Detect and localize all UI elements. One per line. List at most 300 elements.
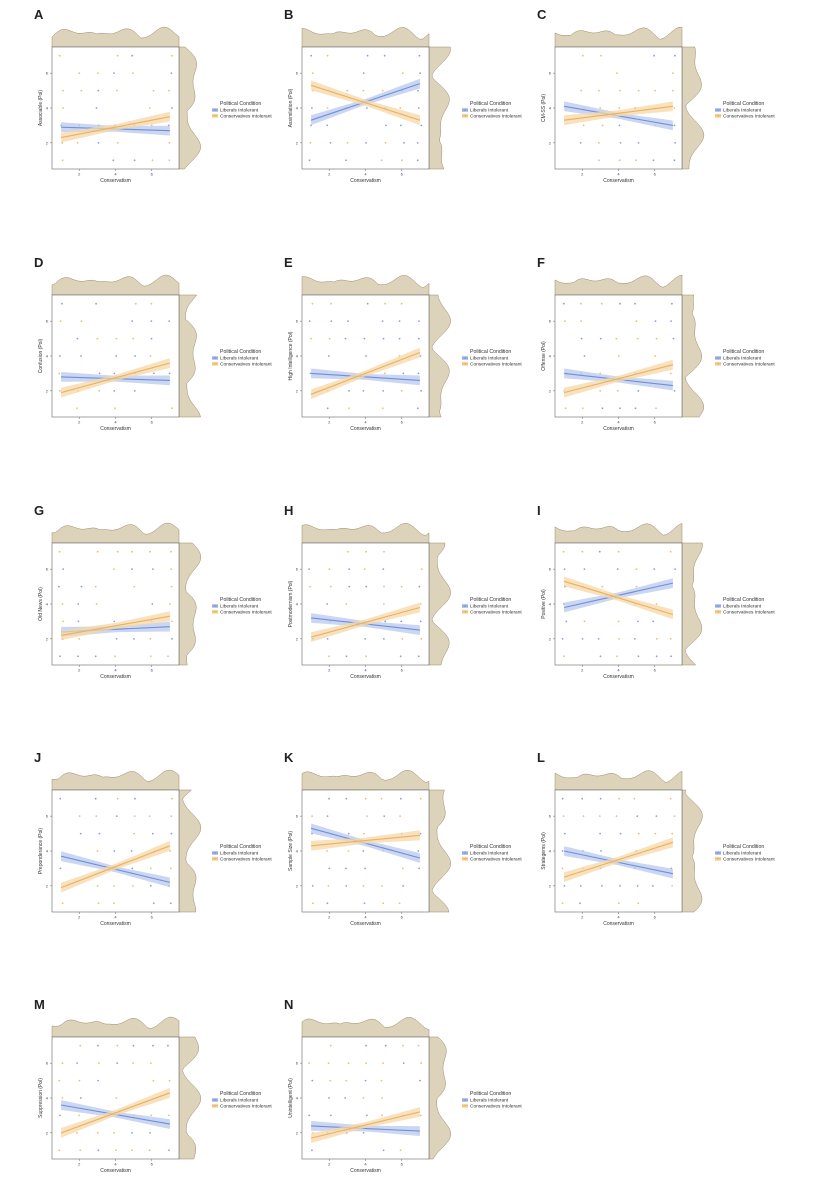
scatter-point: [59, 655, 61, 657]
panel-letter: D: [34, 255, 44, 270]
scatter-point: [97, 551, 99, 553]
scatter-point: [579, 902, 581, 904]
scatter-point: [618, 902, 620, 904]
scatter-point: [580, 303, 582, 305]
scatter-point: [420, 621, 422, 623]
scatter-point: [365, 1080, 367, 1082]
scatter-point: [619, 90, 621, 92]
scatter-point: [402, 373, 404, 375]
scatter-point: [133, 833, 135, 835]
y-axis-title: Offense (Pol): [541, 341, 547, 371]
scatter-point: [636, 586, 638, 588]
scatter-point: [367, 55, 369, 57]
scatter-point: [134, 159, 136, 161]
panel-letter: N: [284, 997, 294, 1012]
scatter-point: [653, 568, 655, 570]
scatter-point: [149, 107, 151, 109]
scatter-point: [400, 621, 402, 623]
legend-swatch-point: [214, 858, 216, 860]
scatter-point: [637, 338, 639, 340]
scatter-point: [153, 373, 155, 375]
scatter-point: [170, 551, 172, 553]
panel-letter: I: [537, 503, 541, 518]
scatter-point: [618, 107, 620, 109]
scatter-point: [348, 390, 350, 392]
legend-swatch-point: [214, 1099, 216, 1101]
scatter-point: [131, 850, 133, 852]
scatter-point: [418, 107, 420, 109]
x-tick-label: 2: [78, 667, 81, 673]
legend-swatch-point: [717, 363, 719, 365]
scatter-point: [131, 1149, 133, 1151]
scatter-point: [420, 125, 422, 127]
scatter-point: [348, 833, 350, 835]
scatter-point: [61, 303, 63, 305]
scatter-point: [312, 902, 314, 904]
legend-entry: Liberals Intolerant: [723, 851, 762, 857]
scatter-point: [58, 1080, 60, 1082]
legend-entry: Liberals Intolerant: [470, 851, 509, 857]
scatter-point: [152, 159, 154, 161]
y-tick-label: 6: [295, 318, 298, 324]
scatter-point: [583, 125, 585, 127]
x-axis-title: Conservatism: [603, 674, 634, 680]
top-marginal-density: [302, 523, 429, 543]
y-tick-label: 2: [295, 1130, 298, 1136]
scatter-point: [619, 159, 621, 161]
scatter-point: [421, 568, 423, 570]
scatter-point: [418, 868, 420, 870]
right-marginal-density: [179, 1037, 201, 1159]
legend-title: Political Condition: [220, 101, 262, 107]
legend-title: Political Condition: [723, 597, 765, 603]
scatter-point: [619, 125, 621, 127]
legend-swatch-point: [214, 357, 216, 359]
scatter-point: [131, 868, 133, 870]
scatter-point: [670, 373, 672, 375]
scatter-point: [79, 815, 81, 817]
panel-k: [284, 750, 522, 927]
scatter-point: [330, 586, 332, 588]
scatter-point: [348, 568, 350, 570]
scatter-point: [115, 1097, 117, 1099]
legend-title: Political Condition: [220, 1091, 262, 1097]
scatter-point: [383, 1149, 385, 1151]
scatter-point: [344, 1097, 346, 1099]
scatter-point: [399, 338, 401, 340]
scatter-point: [345, 1080, 347, 1082]
scatter-point: [169, 603, 171, 605]
x-tick-label: 2: [581, 171, 584, 177]
scatter-point: [60, 868, 62, 870]
legend-title: Political Condition: [470, 101, 512, 107]
scatter-point: [563, 303, 565, 305]
legend-title: Political Condition: [470, 1091, 512, 1097]
scatter-point: [616, 72, 618, 74]
scatter-point: [634, 798, 636, 800]
scatter-point: [134, 815, 136, 817]
y-tick-label: 4: [548, 848, 551, 854]
scatter-point: [59, 355, 61, 357]
scatter-point: [600, 798, 602, 800]
scatter-point: [365, 586, 367, 588]
scatter-point: [363, 1097, 365, 1099]
scatter-point: [419, 586, 421, 588]
scatter-point: [581, 338, 583, 340]
x-tick-label: 6: [400, 419, 403, 425]
scatter-point: [601, 586, 603, 588]
scatter-point: [309, 159, 311, 161]
scatter-point: [78, 638, 80, 640]
legend-swatch-point: [464, 605, 466, 607]
x-axis-title: Conservatism: [100, 674, 131, 680]
scatter-point: [671, 303, 673, 305]
scatter-point: [363, 833, 365, 835]
scatter-point: [133, 586, 135, 588]
right-marginal-density: [179, 295, 201, 417]
top-marginal-density: [52, 275, 179, 295]
scatter-point: [382, 390, 384, 392]
scatter-point: [98, 902, 100, 904]
x-tick-label: 2: [78, 1161, 81, 1167]
scatter-point: [133, 638, 135, 640]
scatter-point: [77, 338, 79, 340]
y-tick-label: 2: [45, 388, 48, 394]
scatter-point: [637, 621, 639, 623]
x-tick-label: 6: [150, 667, 153, 673]
scatter-point: [401, 586, 403, 588]
scatter-point: [562, 902, 564, 904]
x-tick-label: 4: [114, 667, 117, 673]
x-axis-title: Conservatism: [350, 1168, 381, 1174]
scatter-point: [168, 1115, 170, 1117]
legend-entry: Liberals Intolerant: [220, 108, 259, 114]
legend-entry: Liberals Intolerant: [220, 1098, 259, 1104]
legend-entry: Liberals Intolerant: [470, 1098, 509, 1104]
x-tick-label: 6: [400, 1161, 403, 1167]
scatter-point: [311, 815, 313, 817]
plot-area: [52, 47, 179, 169]
scatter-point: [385, 142, 387, 144]
top-marginal-density: [52, 27, 179, 47]
x-axis-title: Conservatism: [100, 1168, 131, 1174]
y-tick-label: 2: [45, 1130, 48, 1136]
panel-d: [34, 255, 272, 432]
legend-entry: Conservatives Intolerant: [220, 362, 272, 368]
scatter-point: [670, 320, 672, 322]
scatter-point: [76, 1132, 78, 1134]
x-tick-label: 2: [581, 914, 584, 920]
scatter-point: [327, 107, 329, 109]
y-axis-title: Assimilation (Pol): [288, 88, 294, 128]
x-axis-title: Conservatism: [603, 921, 634, 927]
legend-entry: Conservatives Intolerant: [470, 610, 522, 616]
y-axis-title: Old News (Pol): [38, 587, 44, 621]
scatter-point: [134, 798, 136, 800]
y-tick-label: 2: [295, 140, 298, 146]
legend-swatch-point: [214, 852, 216, 854]
y-tick-label: 2: [548, 140, 551, 146]
scatter-point: [382, 320, 384, 322]
y-tick-label: 2: [548, 883, 551, 889]
right-marginal-density: [682, 47, 704, 169]
scatter-point: [347, 551, 349, 553]
scatter-point: [311, 107, 313, 109]
scatter-point: [97, 1045, 99, 1047]
right-marginal-density: [682, 295, 704, 417]
scatter-point: [671, 885, 673, 887]
legend: [715, 101, 775, 119]
scatter-point: [96, 338, 98, 340]
scatter-point: [618, 638, 620, 640]
legend-title: Political Condition: [723, 349, 765, 355]
scatter-point: [366, 815, 368, 817]
panel-e: [284, 255, 522, 432]
scatter-point: [150, 355, 152, 357]
scatter-point: [112, 159, 114, 161]
legend-title: Political Condition: [470, 844, 512, 850]
scatter-point: [654, 355, 656, 357]
scatter-point: [330, 303, 332, 305]
legend-entry: Liberals Intolerant: [220, 851, 259, 857]
y-axis-title: Postmodernism (Pol): [288, 580, 294, 628]
panel-letter: J: [34, 750, 42, 765]
scatter-point: [117, 798, 119, 800]
right-marginal-density: [179, 790, 201, 912]
scatter-point: [98, 1062, 100, 1064]
scatter-point: [97, 1132, 99, 1134]
legend-swatch-point: [464, 109, 466, 111]
y-tick-label: 4: [295, 105, 298, 111]
legend-title: Political Condition: [220, 349, 262, 355]
y-tick-label: 2: [548, 636, 551, 642]
scatter-point: [364, 568, 366, 570]
legend-title: Political Condition: [470, 597, 512, 603]
y-tick-label: 6: [45, 1060, 48, 1066]
legend-title: Political Condition: [723, 101, 765, 107]
y-axis-title: Unintelligent (Pol): [288, 1078, 294, 1118]
x-tick-label: 4: [617, 914, 620, 920]
top-marginal-density: [555, 27, 682, 47]
scatter-point: [79, 1149, 81, 1151]
scatter-point: [59, 798, 61, 800]
y-tick-label: 2: [45, 883, 48, 889]
panel-letter: E: [284, 255, 293, 270]
x-tick-label: 4: [114, 914, 117, 920]
scatter-point: [637, 390, 639, 392]
scatter-point: [169, 1080, 171, 1082]
scatter-point: [362, 850, 364, 852]
scatter-point: [672, 90, 674, 92]
x-tick-label: 6: [653, 171, 656, 177]
x-tick-label: 6: [653, 914, 656, 920]
scatter-point: [417, 159, 419, 161]
scatter-point: [363, 1132, 365, 1134]
scatter-point: [97, 90, 99, 92]
scatter-point: [598, 159, 600, 161]
right-marginal-density: [429, 47, 451, 169]
scatter-point: [638, 833, 640, 835]
y-tick-label: 6: [548, 318, 551, 324]
x-tick-label: 4: [617, 171, 620, 177]
scatter-point: [617, 568, 619, 570]
scatter-point: [635, 568, 637, 570]
scatter-point: [564, 833, 566, 835]
scatter-point: [62, 621, 64, 623]
scatter-point: [652, 885, 654, 887]
top-marginal-density: [52, 770, 179, 790]
scatter-point: [419, 72, 421, 74]
scatter-point: [117, 142, 119, 144]
scatter-point: [363, 885, 365, 887]
scatter-point: [602, 125, 604, 127]
legend-title: Political Condition: [723, 844, 765, 850]
scatter-point: [417, 142, 419, 144]
x-tick-label: 2: [328, 667, 331, 673]
scatter-point: [382, 568, 384, 570]
legend-entry: Liberals Intolerant: [723, 604, 762, 610]
scatter-point: [671, 833, 673, 835]
legend-title: Political Condition: [220, 844, 262, 850]
scatter-point: [98, 142, 100, 144]
x-tick-label: 6: [653, 419, 656, 425]
scatter-point: [363, 390, 365, 392]
scatter-point: [672, 72, 674, 74]
scatter-point: [562, 798, 564, 800]
y-tick-label: 6: [295, 566, 298, 572]
scatter-point: [400, 655, 402, 657]
scatter-point: [403, 142, 405, 144]
panel-letter: A: [34, 7, 44, 22]
scatter-point: [653, 55, 655, 57]
scatter-point: [171, 798, 173, 800]
scatter-point: [670, 798, 672, 800]
x-tick-label: 2: [581, 667, 584, 673]
scatter-point: [330, 142, 332, 144]
scatter-point: [366, 1115, 368, 1117]
y-tick-label: 2: [45, 636, 48, 642]
plot-area: [52, 543, 179, 665]
scatter-point: [400, 798, 402, 800]
scatter-point: [149, 1149, 151, 1151]
scatter-point: [59, 551, 61, 553]
scatter-point: [149, 1132, 151, 1134]
scatter-point: [150, 885, 152, 887]
scatter-point: [77, 142, 79, 144]
right-marginal-density: [179, 47, 201, 169]
y-tick-label: 4: [548, 353, 551, 359]
scatter-point: [656, 603, 658, 605]
panel-m: [34, 997, 272, 1174]
panel-b: [284, 7, 522, 184]
scatter-point: [167, 655, 169, 657]
scatter-point: [656, 815, 658, 817]
legend-entry: Conservatives Intolerant: [723, 114, 775, 120]
scatter-point: [96, 107, 98, 109]
scatter-point: [152, 568, 154, 570]
legend-entry: Conservatives Intolerant: [723, 857, 775, 863]
y-tick-label: 6: [45, 566, 48, 572]
scatter-point: [562, 850, 564, 852]
scatter-point: [115, 1149, 117, 1151]
legend-swatch-point: [214, 605, 216, 607]
scatter-point: [95, 798, 97, 800]
scatter-point: [401, 390, 403, 392]
scatter-point: [168, 320, 170, 322]
top-marginal-density: [302, 1017, 429, 1037]
scatter-point: [345, 338, 347, 340]
x-tick-label: 4: [114, 171, 117, 177]
legend-entry: Liberals Intolerant: [723, 356, 762, 362]
scatter-point: [367, 303, 369, 305]
scatter-point: [97, 72, 99, 74]
legend-entry: Conservatives Intolerant: [220, 1104, 272, 1110]
scatter-point: [635, 159, 637, 161]
scatter-point: [113, 885, 115, 887]
y-tick-label: 4: [295, 1095, 298, 1101]
legend-swatch-point: [717, 611, 719, 613]
scatter-point: [383, 815, 385, 817]
scatter-point: [654, 90, 656, 92]
scatter-point: [78, 1115, 80, 1117]
scatter-point: [564, 885, 566, 887]
scatter-point: [59, 390, 61, 392]
scatter-point: [418, 1045, 420, 1047]
scatter-point: [418, 320, 420, 322]
scatter-point: [326, 850, 328, 852]
scatter-point: [616, 655, 618, 657]
scatter-point: [310, 142, 312, 144]
legend-swatch-point: [214, 115, 216, 117]
scatter-point: [97, 850, 99, 852]
scatter-point: [584, 621, 586, 623]
panel-a: [34, 7, 272, 184]
scatter-point: [345, 798, 347, 800]
legend-entry: Liberals Intolerant: [470, 356, 509, 362]
scatter-point: [114, 655, 116, 657]
y-tick-label: 4: [295, 353, 298, 359]
x-axis-title: Conservatism: [100, 426, 131, 432]
scatter-point: [600, 338, 602, 340]
panel-letter: F: [537, 255, 545, 270]
panel-letter: G: [34, 503, 45, 518]
scatter-point: [76, 1062, 78, 1064]
scatter-point: [308, 1115, 310, 1117]
scatter-point: [59, 55, 61, 57]
legend-title: Political Condition: [220, 597, 262, 603]
scatter-point: [417, 90, 419, 92]
scatter-point: [312, 303, 314, 305]
scatter-point: [401, 303, 403, 305]
scatter-point: [402, 638, 404, 640]
scatter-point: [638, 90, 640, 92]
scatter-point: [365, 798, 367, 800]
x-tick-label: 2: [78, 419, 81, 425]
scatter-point: [150, 1115, 152, 1117]
scatter-point: [113, 621, 115, 623]
scatter-point: [330, 1115, 332, 1117]
scatter-point: [348, 1062, 350, 1064]
y-tick-label: 4: [45, 848, 48, 854]
scatter-point: [77, 603, 79, 605]
scatter-point: [170, 868, 172, 870]
scatter-point: [62, 603, 64, 605]
scatter-point: [598, 638, 600, 640]
scatter-point: [310, 338, 312, 340]
legend: [212, 101, 272, 119]
scatter-point: [619, 303, 621, 305]
scatter-point: [399, 902, 401, 904]
